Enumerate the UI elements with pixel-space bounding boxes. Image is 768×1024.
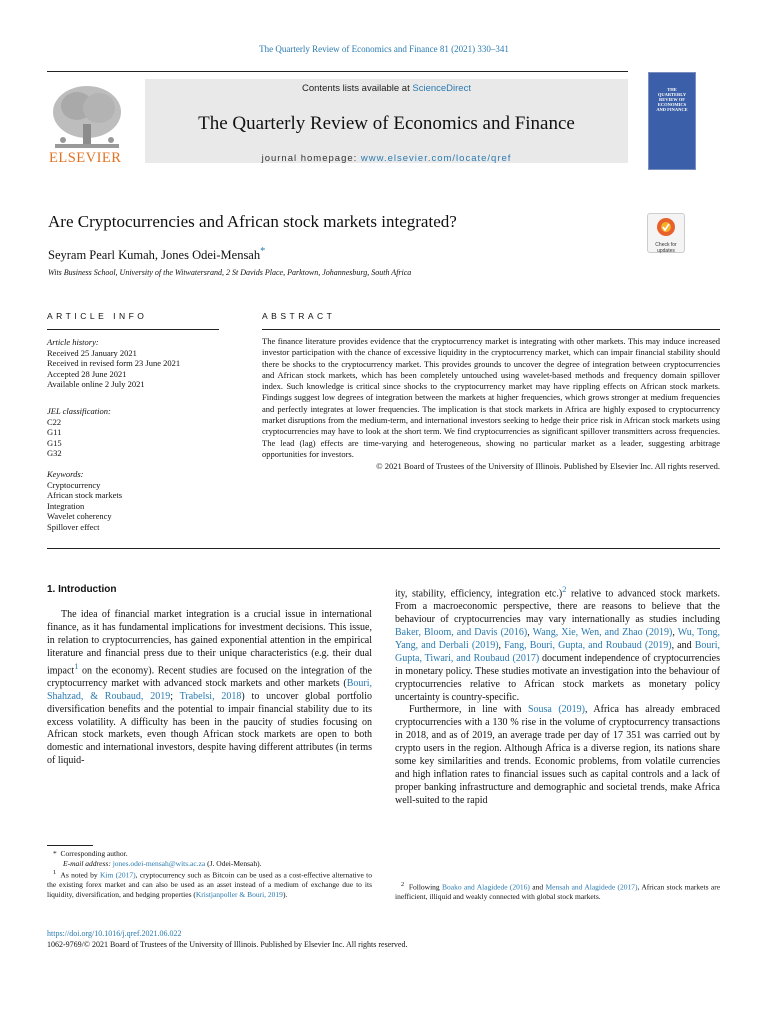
article-history xyxy=(47,337,219,390)
jel-classification xyxy=(47,406,219,459)
abstract-copyright: © 2021 Board of Trustees of the University of Illinois. Published by Elsevier Inc. All rights reserved. xyxy=(376,461,720,472)
keyword: Spillover effect xyxy=(47,521,100,532)
abstract-text: The finance literature provides evidence that the cryptocurrency market is integrating with other markets. This may induce increased investor participation with the chance of excessive liquidity in the cryptocurrency market, which can impair financial stability should there be shocks to the cryptocurrency market. This provides grounds to uncover the degree of integration between cryptocurrencies and African stock markets, which has been completely untouched using wavelet-based methods and frequency domain spillover index. Such knowledge is critical since shocks to the cryptocurrency market may have rippling effects on African stock markets. Findings suggest low degrees of integration between the markets at higher frequencies, which grows stronger at medium frequencies and perfectly integrates at lower frequencies. The implication is that stock markets in Africa are highly exposed to cryptocurrency market disruptions from the medium-term, and international investors seeking to hedge their price risk in African stock markets using cryptocurrencies may have to look at the short term. We find cryptocurrencies as significant spillover transmitters across frequencies. The lead (lag) effects are time-varying and heterogeneous, showing no particular market as a leader, suggesting arbitrage opportunities for investors. xyxy=(262,336,720,459)
sciencedirect-link[interactable]: ScienceDirect xyxy=(412,83,471,94)
abstract-body xyxy=(262,336,720,473)
corresponding-author-note: * Corresponding author. xyxy=(53,849,128,858)
publisher-name: ELSEVIER xyxy=(49,150,122,166)
paragraph: ity, stability, efficiency, integration etc.)$^2$ relative to advanced stock markets. From a macroeconomic perspective, there are reasons to believe that the behaviour of cryptocurrencies may vary internationally as studies including Baker, Bloom, and Davis (2016), Wang, Xie, Wen, and Zhao (2019), Wu, Tong, Yang, and Derbali (2019), Fang, Bouri, Gupta, and Roubaud (2019), and Bouri, Gupta, Tiwari, and Roubaud (2017) document independence of cryptocurrencies in monetary policy. These studies motivate an investigation into the behaviour of cryptocurrencies relative to African stock markets as monetary policy uncertainty is country-specific. xyxy=(395,585,721,703)
contents-line: Contents lists available at ScienceDirect xyxy=(302,83,471,94)
citation-link[interactable]: Bouri, Shahzad, & Roubaud, 2019 xyxy=(47,677,372,702)
footnote-1: $^1$ As noted by Kim (2017), cryptocurrency such as Bitcoin can be used as a cost-effective alternative to the existing forex market and can also be used as an asset instead of a medium of exchange due to its liquidity, diversification, and hedging properties (Kristjanpoller & Bouri, 2019). xyxy=(47,869,373,899)
check-updates-icon xyxy=(648,214,684,238)
keywords xyxy=(47,469,219,532)
check-updates-label: Check for updates xyxy=(655,242,677,254)
doi-link[interactable]: https://doi.org/10.1016/j.qref.2021.06.022 xyxy=(47,929,182,938)
right-column xyxy=(395,584,720,808)
corresponding-author-mark[interactable]: * xyxy=(260,246,266,257)
paragraph: The idea of financial market integration is a crucial issue in international finance, as it has fundamental implications for investment decisions. This issue, in relation to cryptocurrencies, has gained exponential attention in the empirical literature and financial press due to their unique characteristics (e.g. their dual impact$^1$ on the economy). Recent studies are focused on the integration of the cryptocurrency market with advanced stock markets and other markets (Bouri, Shahzad, & Roubaud, 2019; Trabelsi, 2018) to uncover global portfolio diversification benefits and the potential to impair financial stability due to its excess volatility. A difficulty has been in the paucity of studies focusing on African stock markets, even though African stock markets are open to both domestic and international investors, despite having different attributes (in terms of liquid- xyxy=(47,609,372,767)
jel-label: JEL classification: xyxy=(47,406,111,416)
paragraph: Furthermore, in line with Sousa (2019), Africa has already embraced cryptocurrencies with a 130 % rise in the volume of cryptocurrency transactions in 2018, and as of 2019, an average trade per day of 17 351 was carried out by crypto users in the region. Although Africa is a diverse region, its nations share some key similarities and trends. Economic problems, from volatile currencies and high inflation rates to financial issues such as capital controls and a lack of proper banking infrastructure and demographic and societal trends, make Africa well-suited to the rapid xyxy=(395,704,720,806)
masthead xyxy=(47,71,628,169)
left-column xyxy=(47,609,372,768)
footnote-2: $^2$ Following Boako and Alagidede (2016) and Mensah and Alagidede (2017), African stock markets are inefficient, illiquid and weakly connected with global stock markets. xyxy=(395,881,721,901)
footnote-1-ref[interactable]: 1 xyxy=(74,661,79,671)
affiliation: Wits Business School, University of the Witwatersrand, 2 St Davids Place, Parktown, Johannesburg, South Africa xyxy=(48,268,412,277)
article-info-rule xyxy=(47,329,219,330)
abstract-rule xyxy=(262,329,720,330)
journal-cover[interactable] xyxy=(648,72,696,170)
footnote-rule xyxy=(47,845,93,846)
footnote-2-ref[interactable]: 2 xyxy=(562,585,567,594)
history-item: Accepted 28 June 2021 xyxy=(47,368,127,379)
masthead-banner xyxy=(145,79,628,163)
keyword: Cryptocurrency xyxy=(47,479,101,490)
keyword: African stock markets xyxy=(47,490,123,500)
keyword: Integration xyxy=(47,500,85,511)
article-info-heading: ARTICLE INFO xyxy=(47,311,148,321)
journal-reference[interactable]: The Quarterly Review of Economics and Finance 81 (2021) 330–341 xyxy=(259,44,509,54)
citation-link[interactable]: Baker, Bloom, and Davis (2016) xyxy=(395,627,528,639)
jel-code: C22 xyxy=(47,416,62,427)
section-heading-introduction: 1. Introduction xyxy=(47,584,117,595)
citation-link[interactable]: Mensah and Alagidede (2017) xyxy=(545,882,638,892)
article-title: Are Cryptocurrencies and African stock markets integrated? xyxy=(48,212,457,231)
authors: Seyram Pearl Kumah, Jones Odei-Mensah* xyxy=(48,246,266,263)
citation-link[interactable]: Bouri, Gupta, Tiwari, and Roubaud (2017) xyxy=(395,639,720,664)
history-item: Received 25 January 2021 xyxy=(47,347,137,358)
jel-code: G32 xyxy=(47,448,62,458)
jel-code: G11 xyxy=(47,427,62,437)
citation-link[interactable]: Sousa (2019) xyxy=(527,704,585,716)
keywords-label: Keywords: xyxy=(47,469,84,479)
citation-link[interactable]: Wang, Xie, Wen, and Zhao (2019) xyxy=(532,627,673,639)
email-link[interactable]: jones.odei-mensah@wits.ac.za xyxy=(112,858,206,868)
homepage-line: journal homepage: www.elsevier.com/locate/qref xyxy=(261,153,512,164)
citation-link[interactable]: Kim (2017) xyxy=(99,870,136,880)
keyword: Wavelet coherency xyxy=(47,511,112,521)
issn-line: 1062-9769/© 2021 Board of Trustees of the University of Illinois. Published by Elsevier Inc. All rights reserved. xyxy=(47,940,408,949)
email-note: E-mail address: jones.odei-mensah@wits.ac.za (J. Odei-Mensah). xyxy=(63,858,262,868)
citation-link[interactable]: Trabelsi, 2018 xyxy=(179,690,242,702)
history-label: Article history: xyxy=(47,337,99,347)
abstract-heading: ABSTRACT xyxy=(262,311,336,321)
homepage-link[interactable]: www.elsevier.com/locate/qref xyxy=(360,153,512,164)
footnotes-left xyxy=(47,849,372,899)
doi-block xyxy=(47,928,407,950)
history-item: Received in revised form 23 June 2021 xyxy=(47,358,181,368)
citation-link[interactable]: Boako and Alagidede (2016) xyxy=(442,882,530,892)
citation-link[interactable]: Fang, Bouri, Gupta, and Roubaud (2019) xyxy=(504,639,672,651)
citation-link[interactable]: Kristjanpoller & Bouri, 2019 xyxy=(195,889,283,899)
check-for-updates-button[interactable] xyxy=(647,213,685,253)
abstract-bottom-rule xyxy=(47,548,720,549)
history-item: Available online 2 July 2021 xyxy=(47,379,145,389)
journal-title: The Quarterly Review of Economics and Finance xyxy=(198,113,575,134)
citation-link[interactable]: Wu, Tong, Yang, and Derbali (2019) xyxy=(395,627,721,651)
jel-code: G15 xyxy=(47,437,62,448)
cover-title: THE QUARTERLY REVIEW OF ECONOMICS AND FINANCE xyxy=(656,87,688,112)
